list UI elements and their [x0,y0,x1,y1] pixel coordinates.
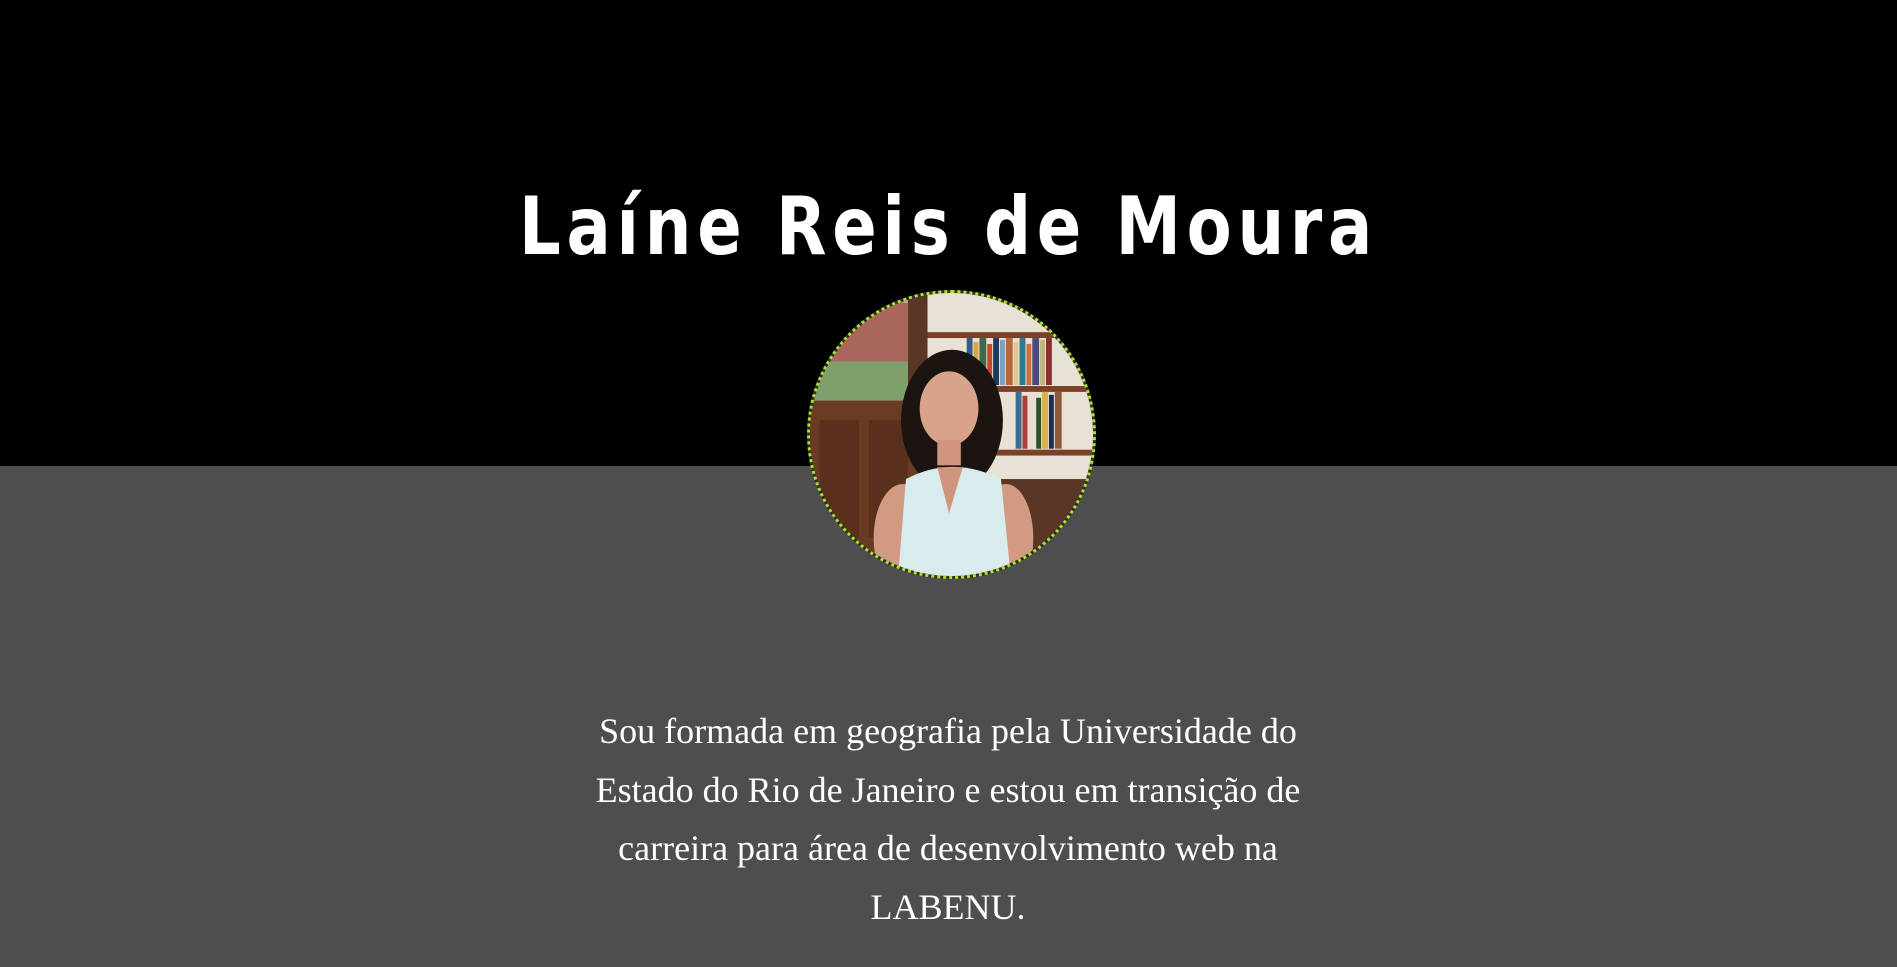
page-title: Laíne Reis de Moura [519,180,1378,273]
avatar-photo [810,293,1093,576]
avatar [807,290,1096,579]
bio-text: Sou formada em geografia pela Universidade do Estado do Rio de Janeiro e estou em transição de carreira para área de desenvolvimento web na LABENU. [595,711,1301,927]
